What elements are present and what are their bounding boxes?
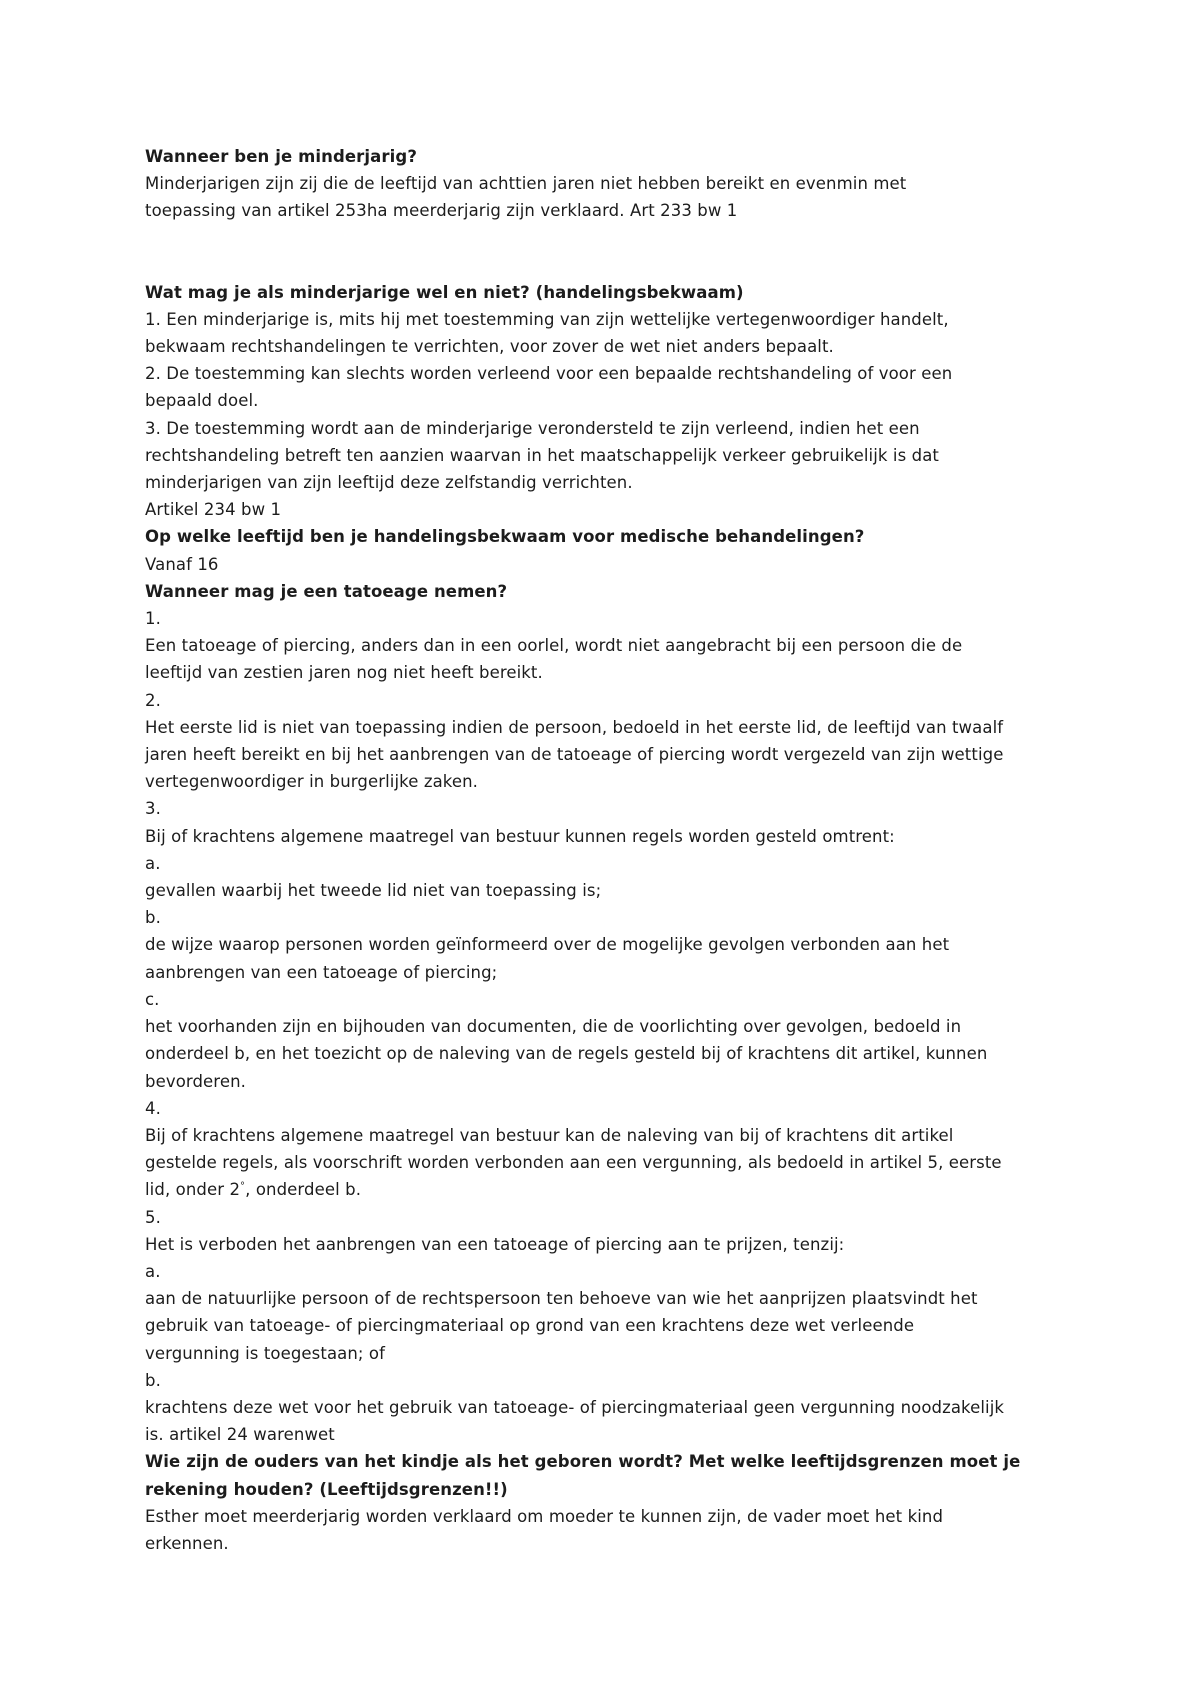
section-heading: Wie zijn de ouders van het kindje als het geboren wordt? Met welke leeftijdsgrenzen moet je [145, 1452, 1021, 1472]
lid-prefix: lid, onder 2 [145, 1180, 241, 1200]
section-heading: Wanneer ben je minderjarig? [145, 147, 417, 166]
paragraph-line: onderdeel b, en het toezicht op de naleving van de regels gesteld bij of krachtens dit artikel, kunnen [145, 1044, 988, 1064]
degree-sign: ° [240, 1181, 246, 1193]
paragraph-line: krachtens deze wet voor het gebruik van tatoeage- of piercingmateriaal geen vergunning noodzakelijk [145, 1397, 1005, 1417]
paragraph-line: aanbrengen van een tatoeage of piercing; [145, 962, 498, 982]
list-marker: b. [145, 1370, 161, 1390]
paragraph-line: Een tatoeage of piercing, anders dan in een oorlel, wordt niet aangebracht bij een persoon die de [145, 636, 963, 656]
document-page [145, 143, 1075, 1557]
list-marker: a. [145, 853, 161, 873]
paragraph-line: Het is verboden het aanbrengen van een tatoeage of piercing aan te prijzen, tenzij: [145, 1234, 845, 1254]
paragraph-line: toepassing van artikel 253ha meerderjarig zijn verklaard. Art 233 bw 1 [145, 201, 738, 221]
paragraph-line: de wijze waarop personen worden geïnformeerd over de mogelijke gevolgen verbonden aan het [145, 935, 950, 955]
paragraph-line: 3. De toestemming wordt aan de minderjarige verondersteld te zijn verleend, indien het een [145, 418, 920, 438]
list-marker: 1. [145, 609, 161, 629]
list-marker: a. [145, 1261, 161, 1281]
paragraph-line: rechtshandeling betreft ten aanzien waarvan in het maatschappelijk verkeer gebruikelijk is dat [145, 445, 939, 465]
list-marker: 2. [145, 690, 161, 710]
paragraph-line: bekwaam rechtshandelingen te verrichten, voor zover de wet niet anders bepaalt. [145, 337, 834, 357]
section-heading: rekening houden? (Leeftijdsgrenzen!!) [145, 1479, 508, 1499]
list-marker: b. [145, 908, 161, 928]
paragraph-line: jaren heeft bereikt en bij het aanbrengen van de tatoeage of piercing wordt vergezeld van zijn wettige [145, 745, 1004, 765]
list-marker: c. [145, 989, 160, 1009]
paragraph-line: leeftijd van zestien jaren nog niet heeft bereikt. [145, 663, 543, 683]
article-reference: is. artikel 24 warenwet [145, 1425, 335, 1445]
paragraph-line: vergunning is toegestaan; of [145, 1343, 386, 1363]
paragraph-line [145, 1176, 1075, 1203]
paragraph-line: Esther moet meerderjarig worden verklaard om moeder te kunnen zijn, de vader moet het kind [145, 1506, 944, 1526]
paragraph-line: gevallen waarbij het tweede lid niet van toepassing is; [145, 881, 602, 901]
paragraph-line: gebruik van tatoeage- of piercingmateriaal op grond van een krachtens deze wet verleende [145, 1316, 915, 1336]
paragraph-line: Het eerste lid is niet van toepassing indien de persoon, bedoeld in het eerste lid, de leeftijd van twaalf [145, 717, 1004, 737]
paragraph-line: minderjarigen van zijn leeftijd deze zelfstandig verrichten. [145, 473, 633, 493]
paragraph-line: 1. Een minderjarige is, mits hij met toestemming van zijn wettelijke vertegenwoordiger handelt, [145, 309, 949, 329]
list-marker: 5. [145, 1207, 161, 1227]
paragraph-line: 2. De toestemming kan slechts worden verleend voor een bepaalde rechtshandeling of voor een [145, 364, 953, 384]
section-heading: Wat mag je als minderjarige wel en niet? (handelingsbekwaam) [145, 282, 744, 302]
paragraph-line: Bij of krachtens algemene maatregel van bestuur kan de naleving van bij of krachtens dit artikel [145, 1125, 954, 1145]
paragraph-line: vertegenwoordiger in burgerlijke zaken. [145, 772, 479, 792]
list-marker: 4. [145, 1098, 161, 1118]
paragraph-line: het voorhanden zijn en bijhouden van documenten, die de voorlichting over gevolgen, bedoeld in [145, 1017, 962, 1037]
spacer [145, 225, 1075, 279]
paragraph-line: aan de natuurlijke persoon of de rechtspersoon ten behoeve van wie het aanprijzen plaatsvindt het [145, 1289, 978, 1309]
list-marker: 3. [145, 799, 161, 819]
article-reference: Artikel 234 bw 1 [145, 500, 282, 520]
paragraph-line: gestelde regels, als voorschrift worden verbonden aan een vergunning, als bedoeld in artikel 5, eerste [145, 1153, 1002, 1173]
paragraph-line: bepaald doel. [145, 391, 259, 411]
paragraph-line: Bij of krachtens algemene maatregel van bestuur kunnen regels worden gesteld omtrent: [145, 826, 895, 846]
section-heading: Op welke leeftijd ben je handelingsbekwaam voor medische behandelingen? [145, 527, 865, 547]
paragraph-line: Vanaf 16 [145, 554, 219, 574]
paragraph-line: bevorderen. [145, 1071, 246, 1091]
lid-suffix: , onderdeel b. [245, 1180, 362, 1200]
paragraph-line: Minderjarigen zijn zij die de leeftijd van achttien jaren niet hebben bereikt en evenmin met [145, 174, 907, 194]
section-heading: Wanneer mag je een tatoeage nemen? [145, 581, 508, 601]
paragraph-line: erkennen. [145, 1533, 229, 1553]
